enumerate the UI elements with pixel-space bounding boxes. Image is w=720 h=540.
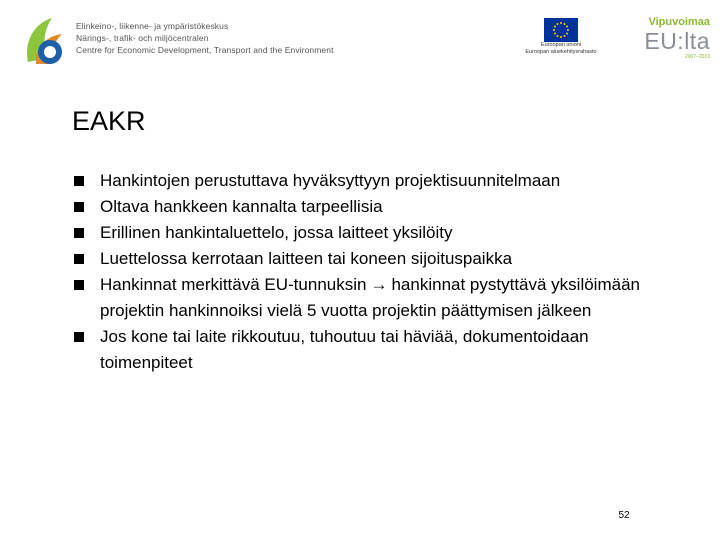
bullet-item (74, 272, 674, 324)
vipu-title: Vipuvoimaa (648, 16, 710, 28)
bullet-text: Jos kone tai laite rikkoutuu, tuhoutuu tai häviää, dokumentoidaan toimenpiteet (100, 327, 589, 372)
bullet-list (74, 168, 674, 376)
bullet-marker-icon (74, 202, 84, 212)
slide-title: EAKR (72, 106, 146, 136)
eu-flag-icon (544, 18, 578, 42)
bullet-marker-icon (74, 228, 84, 238)
ely-name-en: Centre for Economic Development, Transport and the Environment (76, 45, 334, 55)
bullet-text: Luettelossa kerrotaan laitteen tai koneen sijoituspaikka (100, 249, 513, 268)
vipuvoimaa-logo (630, 16, 710, 60)
bullet-text: Erillinen hankintaluettelo, jossa laitteet yksilöity (100, 223, 453, 242)
bullet-item (74, 220, 674, 246)
vipu-eu-text: EU:lta (644, 28, 710, 54)
bullet-marker-icon (74, 254, 84, 264)
right-arrow-icon: → (370, 275, 388, 294)
bullet-marker-icon (74, 332, 84, 342)
bullet-item (74, 168, 674, 194)
bullet-item (74, 324, 674, 376)
eu-logo (516, 18, 606, 56)
page-number: 52 (618, 510, 630, 521)
bullet-item (74, 246, 674, 272)
bullet-text: Hankintojen perustuttava hyväksyttyyn projektisuunnitelmaan (100, 171, 561, 190)
eu-caption-fund: Euroopan aluekehitysrahasto (525, 49, 597, 55)
ely-logo (22, 14, 70, 68)
ely-organization-name (76, 20, 334, 56)
bullet-item (74, 194, 674, 220)
vipu-period: 2007–2013 (684, 54, 710, 60)
bullet-text: Oltava hankkeen kannalta tarpeellisia (100, 197, 383, 216)
ely-name-sv: Närings-, trafik- och miljöcentralen (76, 33, 209, 43)
bullet-text-post: hankinnat pystyttävä yksilöimään projektin hankinnoiksi vielä 5 vuotta projektin päättymisen jälkeen (100, 275, 640, 320)
ely-name-fi: Elinkeino-, liikenne- ja ympäristökeskus (76, 21, 229, 31)
bullet-marker-icon (74, 280, 84, 290)
bullet-text-pre: Hankinnat merkittävä EU-tunnuksin (100, 275, 367, 294)
slide-header (0, 0, 720, 90)
bullet-marker-icon (74, 176, 84, 186)
eu-caption-union: Euroopan unioni (540, 42, 582, 48)
